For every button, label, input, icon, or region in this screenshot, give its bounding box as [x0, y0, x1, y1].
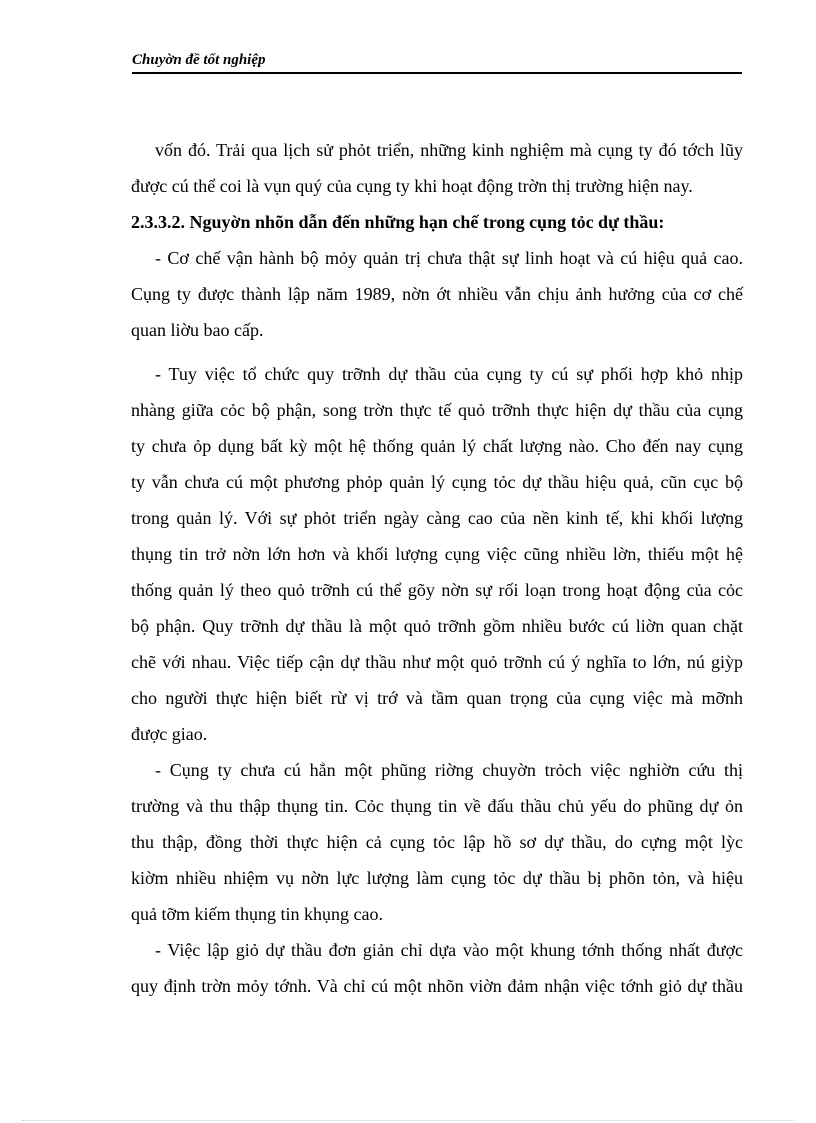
section-heading: 2.3.3.2. Nguyờn nhõn dẫn đến những hạn chế trong cụng tỏc dự thầu:	[131, 212, 665, 232]
paragraph-line: - Tuy việc tổ chức quy trỡnh dự thầu của cụng ty cú sự phối hợp khỏ nhịp	[155, 364, 743, 384]
paragraph-line: cho người thực hiện biết rừ vị trớ và tầm quan trọng của cụng việc mà mỡnh	[131, 688, 743, 708]
paragraph-line: được giao.	[131, 724, 208, 744]
page-header	[132, 52, 742, 74]
paragraph-line: - Cụng ty chưa cú hẳn một phũng riờng chuyờn trỏch việc nghiờn cứu thị	[155, 760, 743, 780]
paragraph-line: kiờm nhiều nhiệm vụ nờn lực lượng làm cụng tỏc dự thầu bị phõn tỏn, và hiệu	[131, 868, 743, 888]
paragraph-line: quả tỡm kiếm thụng tin khụng cao.	[131, 904, 383, 924]
paragraph-line: ty vẫn chưa cú một phương phỏp quản lý cụng tỏc dự thầu hiệu quả, cũn cục bộ	[131, 472, 743, 492]
paragraph-line: bộ phận. Quy trỡnh dự thầu là một quỏ trỡnh gồm nhiều bước cú liờn quan chặt	[131, 616, 743, 636]
paragraph-line: được cú thể coi là vụn quý của cụng ty khi hoạt động trờn thị trường hiện nay.	[131, 176, 693, 196]
page-bottom-rule	[22, 1120, 794, 1121]
paragraph-line: chẽ với nhau. Việc tiếp cận dự thầu như một quỏ trỡnh cú ý nghĩa to lớn, nú giỳp	[131, 652, 743, 672]
paragraph-line: quy định trờn mỏy tớnh. Và chỉ cú một nhõn viờn đảm nhận việc tớnh giỏ dự thầu	[131, 976, 743, 996]
paragraph-line: - Cơ chế vận hành bộ mỏy quản trị chưa thật sự linh hoạt và cú hiệu quả cao.	[155, 248, 743, 268]
paragraph-line: vốn đó. Trải qua lịch sử phỏt triển, những kinh nghiệm mà cụng ty đó tớch lũy	[155, 140, 743, 160]
paragraph-line: thống quản lý theo quỏ trỡnh cú thể gõy nờn sự rối loạn trong hoạt động của cỏc	[131, 580, 743, 600]
paragraph-line: ty chưa ỏp dụng bất kỳ một hệ thống quản lý chất lượng nào. Cho đến nay cụng	[131, 436, 743, 456]
paragraph-line: thu thập, đồng thời thực hiện cả cụng tỏc lập hồ sơ dự thầu, do cựng một lỳc	[131, 832, 743, 852]
paragraph-line: - Việc lập giỏ dự thầu đơn giản chỉ dựa vào một khung tớnh thống nhất được	[155, 940, 743, 960]
paragraph-line: Cụng ty được thành lập năm 1989, nờn ớt nhiều vẫn chịu ảnh hưởng của cơ chế	[131, 284, 743, 304]
paragraph-line: trường và thu thập thụng tin. Cỏc thụng tin về đấu thầu chủ yếu do phũng dự ỏn	[131, 796, 743, 816]
paragraph-line: trong quản lý. Với sự phỏt triển ngày càng cao của nền kinh tế, khi khối lượng	[131, 508, 743, 528]
paragraph-line: thụng tin trở nờn lớn hơn và khối lượng cụng việc cũng nhiều lờn, thiếu một hệ	[131, 544, 743, 564]
paragraph-line: nhàng giữa cỏc bộ phận, song trờn thực tế quỏ trỡnh thực hiện dự thầu của cụng	[131, 400, 743, 420]
header-title: Chuyờn đề tốt nghiệp	[132, 52, 266, 68]
paragraph-line: quan liờu bao cấp.	[131, 320, 264, 340]
